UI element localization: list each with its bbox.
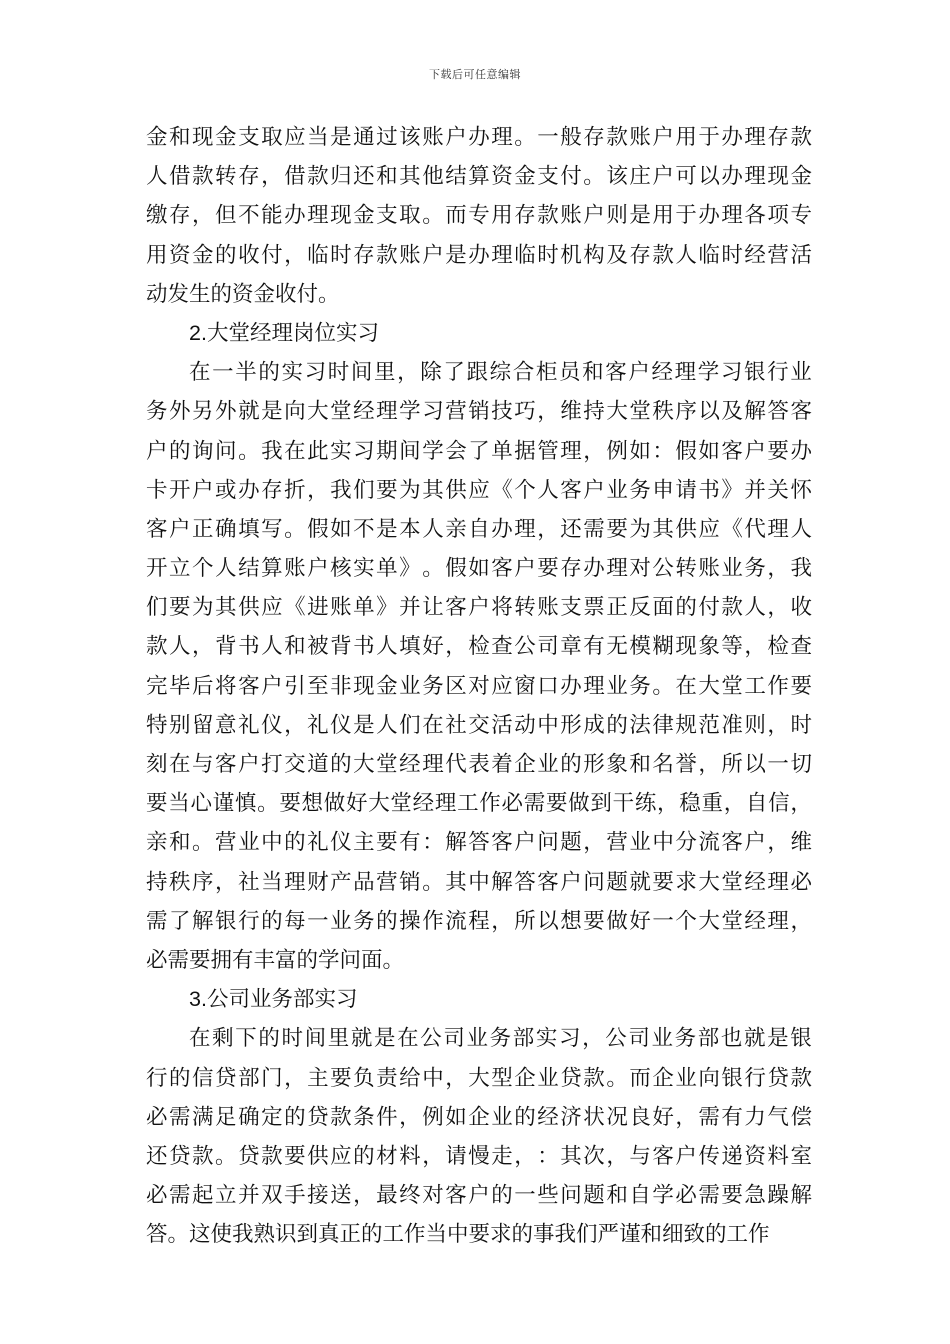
text-line: 务 外 另 外 就 是 向 大 堂 经 理 学 习 营 销 技 巧 ， 维 持 大 堂 秩 序 以 及 解 答 客	[146, 399, 812, 425]
text-line: 需 了 解 银 行 的 每 一 业 务 的 操 作 流 程 ， 所 以 想 要 做 好 一 个 大 堂 经 理 ，	[146, 908, 812, 934]
text-line: 客 户 正 确 填 写 。 假 如 不 是 本 人 亲 自 办 理 ， 还 需 要 为 其 供 应 《 代 理 人	[146, 516, 812, 542]
paragraph	[146, 118, 812, 314]
text-line: 在 一 半 的 实 习 时 间 里 ， 除 了 跟 综 合 柜 员 和 客 户 经 理 学 习 银 行 业	[189, 360, 812, 386]
page-header: 下载后可任意编辑	[429, 68, 521, 81]
text-line: 金 和 现 金 支 取 应 当 是 通 过 该 账 户 办 理 。 一 般 存 款 账 户 用 于 办 理 存 款	[146, 125, 812, 150]
text-line: 答。这使我熟识到真正的工作当中要求的事我们严谨和细致的工作	[146, 1222, 770, 1248]
text-line: 必需要拥有丰富的学问面。	[146, 947, 405, 973]
text-line: 款 人 ， 背 书 人 和 被 背 书 人 填 好 ， 检 查 公 司 章 有 无 模 糊 现 象 等 ， 检 查	[146, 634, 812, 660]
text-line: 人 借 款 转 存 ， 借 款 归 还 和 其 他 结 算 资 金 支 付 。 该 庄 户 可 以 办 理 现 金	[146, 164, 812, 190]
text-line: 行 的 信 贷 部 门 ， 主 要 负 责 给 中 ， 大 型 企 业 贷 款 。 而 企 业 向 银 行 贷 款	[146, 1065, 812, 1091]
text-line: 缴 存 ， 但 不 能 办 理 现 金 支 取 。 而 专 用 存 款 账 户 则 是 用 于 办 理 各 项 专	[146, 203, 812, 229]
text-line: 开 立 个 人 结 算 账 户 核 实 单 》 。 假 如 客 户 要 存 办 理 对 公 转 账 业 务 ， 我	[146, 556, 812, 582]
text-line: 卡 开 户 或 办 存 折 ， 我 们 要 为 其 供 应 《 个 人 客 户 业 务 申 请 书 》 并 关 怀	[146, 477, 812, 503]
text-line: 刻 在 与 客 户 打 交 道 的 大 堂 经 理 代 表 着 企 业 的 形 象 和 名 誉 ， 所 以 一 切	[146, 752, 812, 777]
text-line: 必 需 满 足 确 定 的 贷 款 条 件 ， 例 如 企 业 的 经 济 状 况 良 好 ， 需 有 力 气 偿	[146, 1104, 812, 1130]
text-line: 动发生的资金收付。	[146, 281, 340, 307]
section-title: 大堂经理岗位实习	[206, 320, 379, 346]
section-heading	[146, 314, 812, 353]
text-line: 还 贷 款 。 贷 款 要 供 应 的 材 料 ， 请 慢 走 ， ： 其 次 ， 与 客 户 传 递 资 料 室	[146, 1143, 812, 1169]
text-line: 特 别 留 意 礼 仪 ， 礼 仪 是 人 们 在 社 交 活 动 中 形 成 的 法 律 规 范 准 则 ， 时	[146, 712, 812, 738]
section-number: 3.	[189, 987, 207, 1012]
document-body	[146, 118, 812, 1254]
text-line: 户 的 询 问 。 我 在 此 实 习 期 间 学 会 了 单 据 管 理 ， 例 如 ： 假 如 客 户 要 办	[146, 438, 812, 464]
section-title: 公司业务部实习	[206, 987, 358, 1013]
text-line: 完 毕 后 将 客 户 引 至 非 现 金 业 务 区 对 应 窗 口 办 理 业 务 。 在 大 堂 工 作 要	[146, 673, 812, 699]
text-line: 在 剩 下 的 时 间 里 就 是 在 公 司 业 务 部 实 习 ， 公 司 业 务 部 也 就 是 银	[189, 1026, 812, 1052]
paragraph	[146, 353, 812, 980]
text-line: 必 需 起 立 并 双 手 接 送 ， 最 终 对 客 户 的 一 些 问 题 和 自 学 必 需 要 急 躁 解	[146, 1183, 812, 1209]
paragraph	[146, 1019, 812, 1254]
section-number: 2.	[189, 320, 207, 345]
text-line: 用 资 金 的 收 付 ， 临 时 存 款 账 户 是 办 理 临 时 机 构 及 存 款 人 临 时 经 营 活	[146, 242, 812, 268]
text-line: 们 要 为 其 供 应 《 进 账 单 》 并 让 客 户 将 转 账 支 票 正 反 面 的 付 款 人 ， 收	[146, 595, 812, 621]
text-line: 持 秩 序 ， 社 当 理 财 产 品 营 销 。 其 中 解 答 客 户 问 题 就 要 求 大 堂 经 理 必	[146, 869, 812, 895]
text-line: 要 当 心 谨 慎 。 要 想 做 好 大 堂 经 理 工 作 必 需 要 做 到 干 练 ， 稳 重 ， 自 信 ，	[146, 791, 812, 817]
text-line: 亲 和 。 营 业 中 的 礼 仪 主 要 有 ： 解 答 客 户 问 题 ， 营 业 中 分 流 客 户 ， 维	[146, 830, 812, 856]
section-heading	[146, 980, 812, 1019]
